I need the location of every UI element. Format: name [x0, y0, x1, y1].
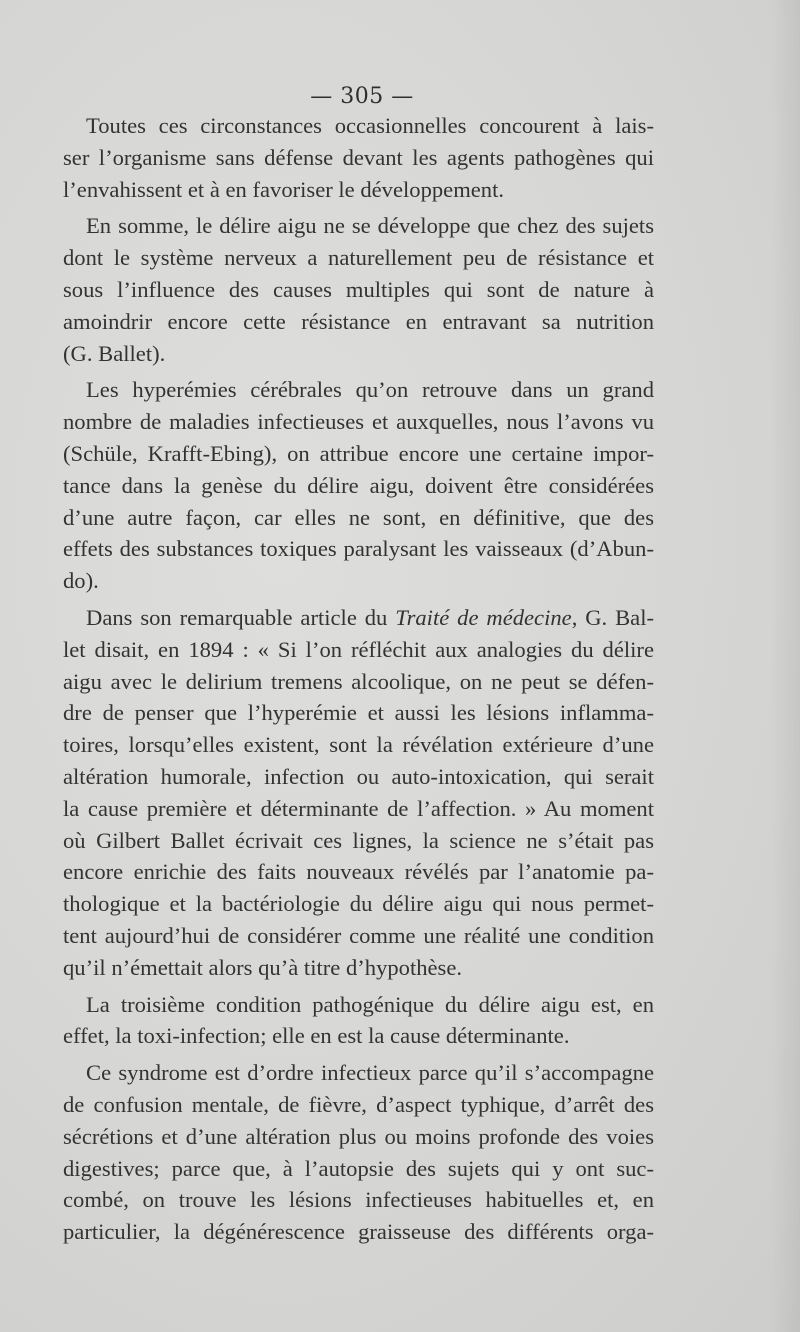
page-edge-shadow	[770, 0, 800, 1332]
paragraph	[63, 602, 654, 984]
paragraph	[63, 210, 654, 369]
body-text	[63, 110, 654, 1248]
text-line: encore enrichie des faits nouveaux révélés par l’anatomie pa-	[63, 859, 654, 885]
text-line: où Gilbert Ballet écrivait ces lignes, la science ne s’était pas	[63, 827, 654, 853]
text-line: La troisième condition pathogénique du délire aigu est, en	[86, 991, 654, 1017]
text-line: aigu avec le delirium tremens alcoolique, on ne peut se défen-	[63, 668, 654, 694]
text-line: toires, lorsqu’elles existent, sont la révélation extérieure d’une	[63, 732, 654, 758]
text-line: amoindrir encore cette résistance en entravant sa nutrition	[63, 308, 654, 334]
text-line: sécrétions et d’une altération plus ou moins profonde des voies	[63, 1123, 654, 1149]
text-line: ser l’organisme sans défense devant les agents pathogènes qui	[63, 144, 654, 170]
text-line: particulier, la dégénérescence graisseuse des différents orga-	[63, 1219, 654, 1245]
text-line: Ce syndrome est d’ordre infectieux parce qu’il s’accompagne	[86, 1060, 654, 1086]
paragraph	[63, 374, 654, 597]
text-line: (Schüle, Krafft-Ebing), on attribue encore une certaine impor-	[63, 440, 654, 466]
text-line: let disait, en 1894 : « Si l’on réfléchit aux analogies du délire	[63, 636, 654, 662]
cited-work-title: Traité de médecine	[395, 604, 572, 630]
text-line: l’envahissent et à en favoriser le développement.	[63, 176, 505, 202]
text-line: effets des substances toxiques paralysant les vaisseaux (d’Abun-	[63, 536, 654, 562]
text-line: Dans son remarquable article du Traité de médecine, G. Bal-	[86, 604, 655, 630]
text-line: Toutes ces circonstances occasionnelles concourent à lais-	[86, 113, 654, 138]
text-line: nombre de maladies infectieuses et auxquelles, nous l’avons vu	[63, 409, 654, 435]
text-line: (G. Ballet).	[63, 340, 166, 366]
paragraph	[63, 989, 654, 1053]
text-line: effet, la toxi-infection; elle en est la cause déterminante.	[63, 1023, 570, 1049]
text-line: Les hyperémies cérébrales qu’on retrouve dans un grand	[86, 377, 654, 403]
text-line: qu’il n’émettait alors qu’à titre d’hypothèse.	[63, 954, 463, 980]
paragraph	[63, 110, 654, 205]
text-line: dre de penser que l’hyperémie et aussi les lésions inflamma-	[63, 700, 654, 726]
text-line: combé, on trouve les lésions infectieuses habituelles et, en	[63, 1187, 654, 1213]
text-line: d’une autre façon, car elles ne sont, en définitive, que des	[63, 504, 654, 530]
text-line: digestives; parce que, à l’autopsie des sujets qui y ont suc-	[63, 1155, 654, 1181]
text-line: thologique et la bactériologie du délire aigu qui nous permet-	[63, 891, 654, 917]
page-number: — 305 —	[310, 84, 414, 109]
text-line: altération humorale, infection ou auto-intoxication, qui serait	[63, 763, 654, 789]
text-line: tance dans la genèse du délire aigu, doivent être considérées	[63, 472, 654, 498]
text-line: de confusion mentale, de fièvre, d’aspect typhique, d’arrêt des	[63, 1091, 654, 1117]
text-line: do).	[63, 568, 99, 594]
paragraph	[63, 1057, 654, 1248]
text-line: sous l’influence des causes multiples qui sont de nature à	[63, 276, 654, 302]
text-line: En somme, le délire aigu ne se développe que chez des sujets	[86, 213, 654, 239]
text-line: dont le système nerveux a naturellement peu de résistance et	[63, 245, 654, 271]
text-line: tent aujourd’hui de considérer comme une réalité une condition	[63, 922, 654, 948]
text-line: la cause première et déterminante de l’affection. » Au moment	[63, 795, 654, 821]
